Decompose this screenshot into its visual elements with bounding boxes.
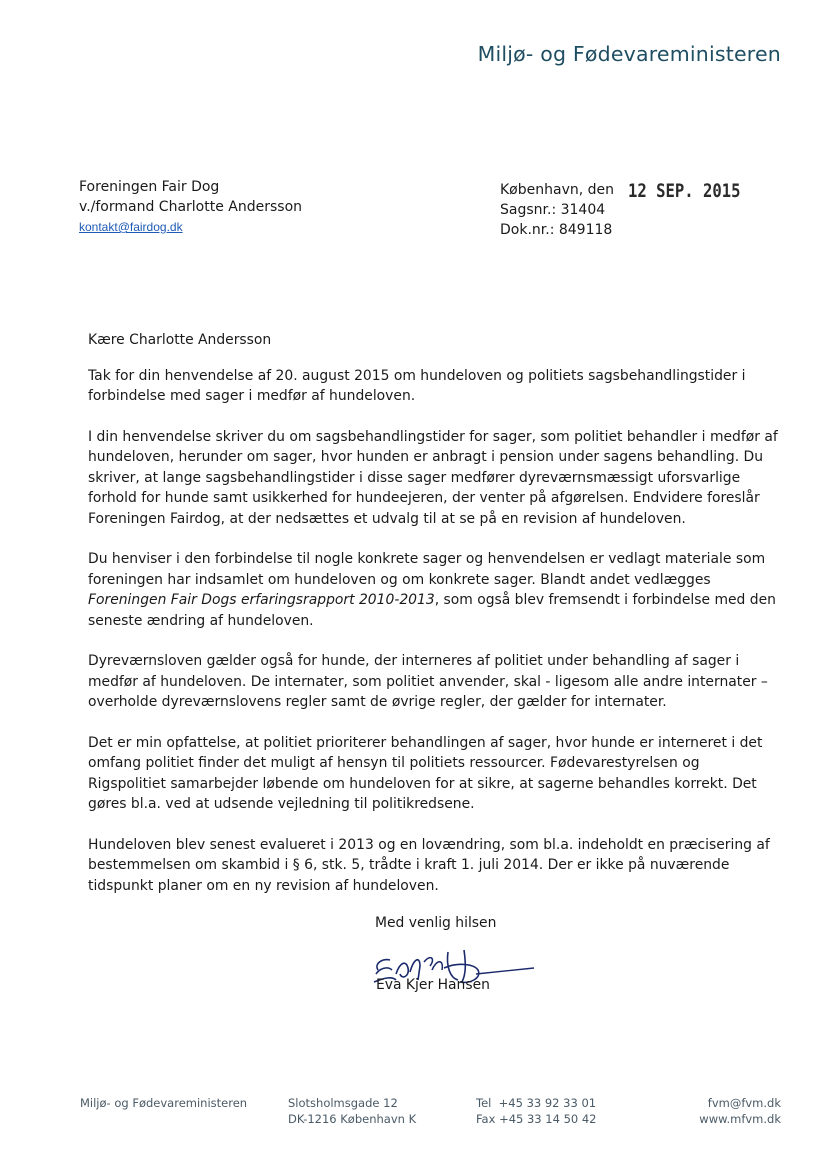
footer-address [288,1095,416,1127]
paragraph-3-end: , som også blev fremsendt i forbindelse med den seneste ændring af hundeloven. [88,592,776,629]
letter-meta [500,180,614,240]
greeting: Kære Charlotte Andersson [88,332,272,348]
paragraph-2: I din henvendelse skriver du om sagsbehandlingstider for sager, som politiet behandler i medfør af hundeloven, herunder om sager, hvor hunden er anbragt i pension under sagens behandling. Du skriver, at lange sagsbehandlingstider i disse sager medfører dyreværnsmæssigt uforsvarlige forhold for hunde samt usikkerhed for hundeejeren, der venter på afgørelsen. Endvidere foreslår Foreningen Fairdog, at der nedsættes et udvalg til at se på en revision af hundeloven. [88,428,778,527]
footer-address-line-1: Slotsholmsgade 12 [288,1096,398,1110]
footer-org-name: Miljø- og Fødevareministeren [80,1096,248,1110]
report-title: Foreningen Fair Dogs erfaringsrapport 2010-2013 [88,592,435,608]
paragraph-4: Dyreværnsloven gælder også for hunde, der interneres af politiet under behandling af sager i medfør af hundeloven. De internater, som politiet anvender, skal - ligesom alle andre internater – overholde dyreværnslovens regler samt de øvrige regler, der gælder for internater. [88,653,768,710]
footer-email[interactable]: fvm@fvm.dk [707,1096,781,1110]
signer-name: Eva Kjer Hansen [376,977,490,993]
ministry-header: Miljø- og Fødevareministeren [477,42,781,66]
footer-organisation [80,1095,247,1111]
paragraph-6: Hundeloven blev senest evalueret i 2013 og en lovændring, som bl.a. indeholdt en præcisering af bestemmelsen om skambid i § 6, stk. 5, trådte i kraft 1. juli 2014. Der er ikke på nuværende tidspunkt planer om en ny revision af hundeloven. [88,836,770,894]
footer-address-line-2: DK-1216 København K [288,1112,417,1126]
paragraph-5: Det er min opfattelse, at politiet prioriterer behandlingen af sager, hvor hunde er interneret i det omfang politiet finder det muligt af hensyn til politiets ressourcer. Fødevarestyrelsen og Rigspolitiet samarbejder løbende om hundeloven for at sikre, at sagerne behandles korrekt. Det gøres bl.a. ved at udsende vejledning til politikredsene. [88,734,763,812]
footer-fax: Fax +45 33 14 50 42 [476,1112,597,1126]
date-stamp: 12 SEP. 2015 [628,180,741,202]
document-number: Dok.nr.: 849118 [500,222,613,238]
paragraph-3-start: Du henviser i den forbindelse til nogle konkrete sager og henvendelsen er vedlagt materiale som foreningen har indsamlet om hundeloven og om konkrete sager. Blandt andet vedlægges [88,551,766,588]
footer-contact [699,1095,781,1127]
paragraph-1: Tak for din henvendelse af 20. august 2015 om hundeloven og politiets sagsbehandlingstider i forbindelse med sager i medfør af hundeloven. [88,367,746,404]
footer-website[interactable]: www.mfvm.dk [699,1112,781,1126]
recipient-line-1: Foreningen Fair Dog [79,179,220,195]
paragraph-3 [88,549,778,631]
footer-tel: Tel +45 33 92 33 01 [476,1096,597,1110]
closing: Med venlig hilsen [375,915,497,931]
recipient-address [79,177,302,237]
recipient-line-2: v./formand Charlotte Andersson [79,199,303,215]
case-number: Sagsnr.: 31404 [500,202,606,218]
recipient-email-link[interactable]: kontakt@fairdog.dk [79,220,183,234]
footer-phone [476,1095,597,1127]
letter-body [88,330,778,916]
place-label: København, den [500,182,615,198]
